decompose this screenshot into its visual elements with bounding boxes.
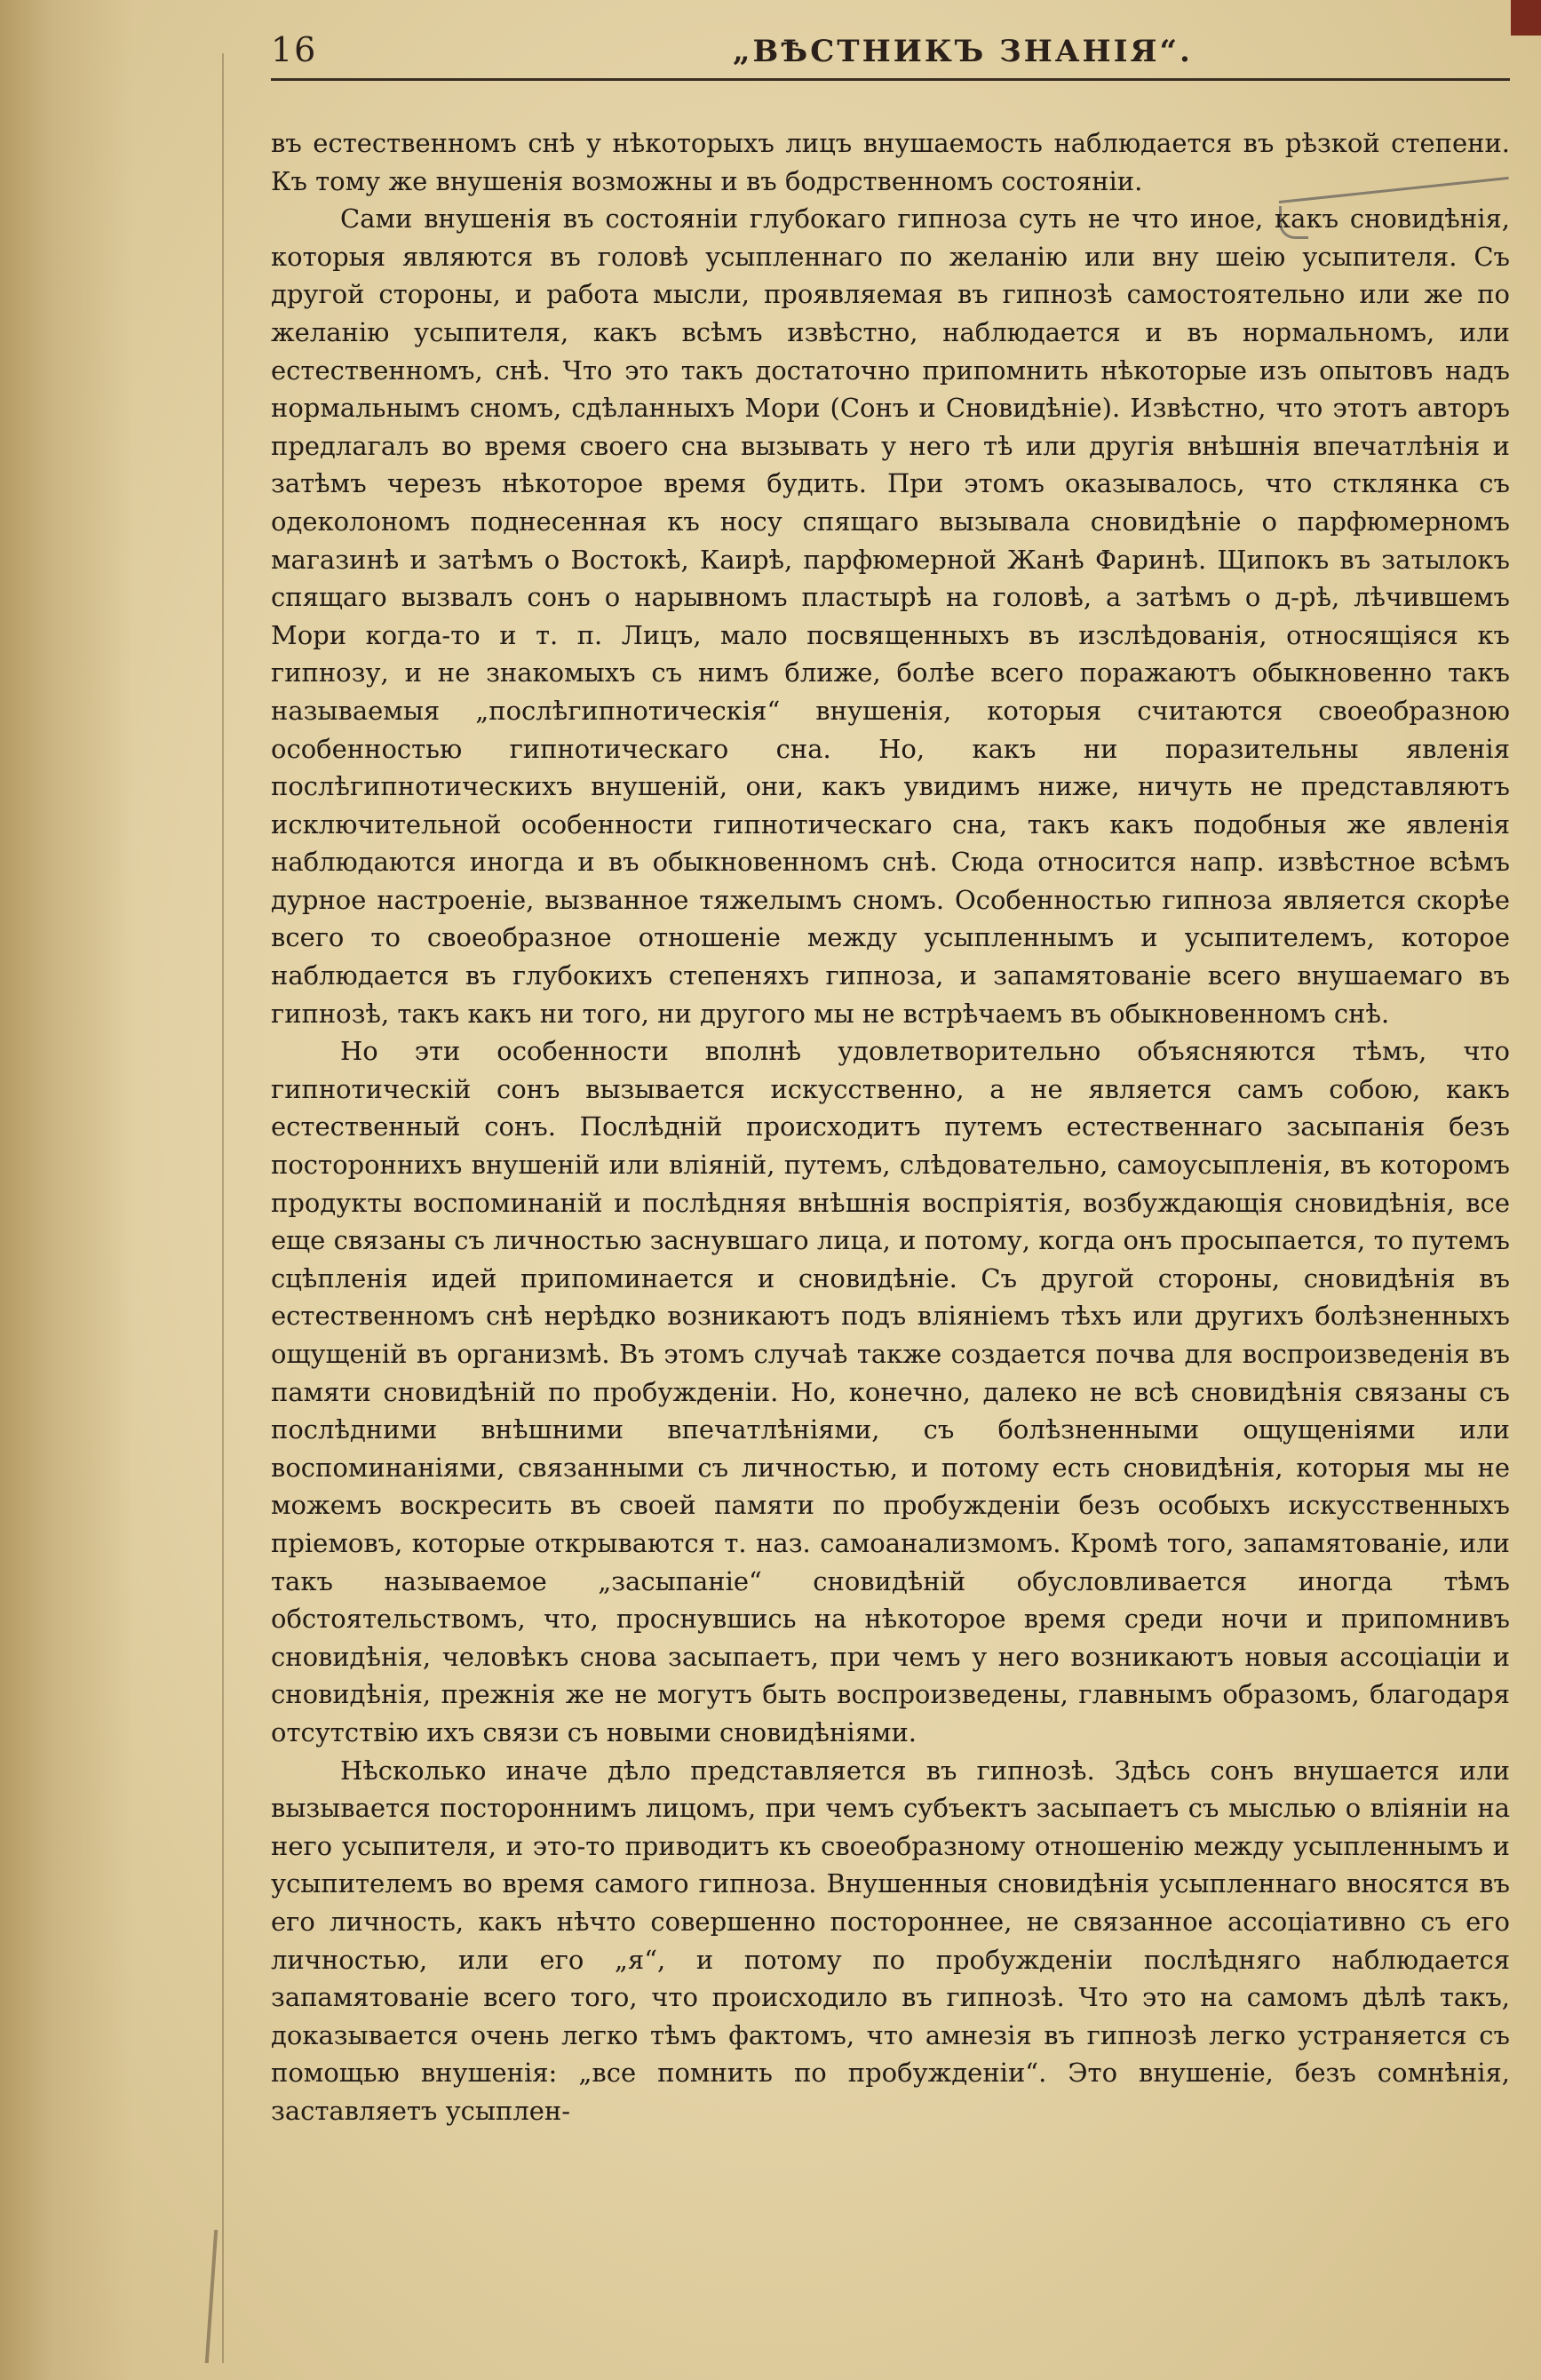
page-gutter-shadow xyxy=(0,0,133,2380)
page-number: 16 xyxy=(271,30,318,69)
article-body xyxy=(271,124,1510,2129)
header-rule xyxy=(271,78,1510,81)
paragraph: Сами внушенія въ состояніи глубокаго гипноза суть не что иное, какъ сновидѣнія, которыя являются въ головѣ усыпленнаго по желанію или вну шеію усыпителя. Съ другой стороны, и работа мысли, проявляемая въ гипнозѣ самостоятельно или же по желанію усыпителя, какъ всѣмъ извѣстно, наблюдается и въ нормальномъ, или естественномъ, снѣ. Что это такъ достаточно припомнить нѣкоторые изъ опытовъ надъ нормальнымъ сномъ, сдѣланныхъ Мори (Сонъ и Сновидѣніе). Извѣстно, что этотъ авторъ предлагалъ во время своего сна вызывать у него тѣ или другія внѣшнія впечатлѣнія и затѣмъ черезъ нѣкоторое время будить. При этомъ оказывалось, что стклянка съ одеколономъ поднесенная къ носу спящаго вызывала сновидѣніе о парфюмерномъ магазинѣ и затѣмъ о Востокѣ, Каирѣ, парфюмерной Жанѣ Фаринѣ. Щипокъ въ затылокъ спящаго вызвалъ сонъ о нарывномъ пластырѣ на головѣ, а затѣмъ о д-рѣ, лѣчившемъ Мори когда-то и т. п. Лицъ, мало посвященныхъ въ изслѣдованія, относящіяся къ гипнозу, и не знакомыхъ съ нимъ ближе, болѣе всего поражаютъ обыкновенно такъ называемыя „послѣгипнотическія“ внушенія, которыя считаются своеобразною особенностью гипнотическаго сна. Но, какъ ни поразительны явленія послѣгипнотическихъ внушеній, они, какъ увидимъ ниже, ничуть не представляютъ исключительной особенности гипнотическаго сна, такъ какъ подобныя же явленія наблюдаются иногда и въ обыкновенномъ снѣ. Сюда относится напр. извѣстное всѣмъ дурное настроеніе, вызванное тяжелымъ сномъ. Особенностью гипноза является скорѣе всего то своеобразное отношеніе между усыпленнымъ и усыпителемъ, которое наблюдается въ глубокихъ степеняхъ гипноза, и запамятованіе всего внушаемаго въ гипнозѣ, такъ какъ ни того, ни другого мы не встрѣчаемъ въ обыкновенномъ снѣ. xyxy=(271,203,1510,1029)
corner-stain xyxy=(1511,0,1541,36)
paragraph: Но эти особенности вполнѣ удовлетворительно объясняются тѣмъ, что гипнотическій сонъ вызывается искусственно, а не является самъ собою, какъ естественный сонъ. Послѣдній происходитъ путемъ естественнаго засыпанія безъ постороннихъ внушеній или вліяній, путемъ, слѣдовательно, самоусыпленія, въ которомъ продукты воспоминаній и послѣдняя внѣшнія воспріятія, возбуждающія сновидѣнія, все еще связаны съ личностью заснувшаго лица, и потому, когда онъ просыпается, то путемъ сцѣпленія идей припоминается и сновидѣніе. Съ другой стороны, сновидѣнія въ естественномъ снѣ нерѣдко возникаютъ подъ вліяніемъ тѣхъ или другихъ болѣзненныхъ ощущеній въ организмѣ. Въ этомъ случаѣ также создается почва для воспроизведенія въ памяти сновидѣній по пробужденіи. Но, конечно, далеко не всѣ сновидѣнія связаны съ послѣдними внѣшними впечатлѣніями, съ болѣзненными ощущеніями или воспоминаніями, связанными съ личностью, и потому есть сновидѣнія, которыя мы не можемъ воскресить въ своей памяти по пробужденіи безъ особыхъ искусственныхъ пріемовъ, которые открываются т. наз. самоанализмомъ. Кромѣ того, запамятованіе, или такъ называемое „засыпаніе“ сновидѣній обусловливается иногда тѣмъ обстоятельствомъ, что, проснувшись на нѣкоторое время среди ночи и припомнивъ сновидѣнія, человѣкъ снова засыпаетъ, при чемъ у него возникаютъ новыя ассоціаціи и сновидѣнія, прежнія же не могутъ быть воспроизведены, главнымъ образомъ, благодаря отсутствію ихъ связи съ новыми сновидѣніями. xyxy=(271,1036,1510,1747)
paragraph-continued: въ естественномъ снѣ у нѣкоторыхъ лицъ внушаемость наблюдается въ рѣзкой степени. Къ тому же внушенія возможны и въ бодрственномъ состояніи. xyxy=(271,128,1510,196)
paragraph: Нѣсколько иначе дѣло представляется въ гипнозѣ. Здѣсь сонъ внушается или вызывается постороннимъ лицомъ, при чемъ субъектъ засыпаетъ съ мыслью о вліяніи на него усыпителя, и это-то приводитъ къ своеобразному отношенію между усыпленнымъ и усыпителемъ во время самого гипноза. Внушенныя сновидѣнія усыпленнаго вносятся въ его личность, какъ нѣчто совершенно постороннее, не связанное ассоціативно съ его личностью, или его „я“, и потому по пробужденіи послѣдняго наблюдается запамятованіе всего того, что происходило въ гипнозѣ. Что это на самомъ дѣлѣ такъ, доказывается очень легко тѣмъ фактомъ, что амнезія въ гипнозѣ легко устраняется съ помощью внушенія: „все помнить по пробужденіи“. Это внушеніе, безъ сомнѣнія, заставляетъ усыплен- xyxy=(271,1755,1510,2126)
running-header xyxy=(271,30,1510,75)
gutter-fold-line xyxy=(222,53,224,2363)
running-title: „ВѢСТНИКЪ ЗНАНІЯ“. xyxy=(733,34,1193,69)
margin-pencil-line xyxy=(205,2230,218,2363)
